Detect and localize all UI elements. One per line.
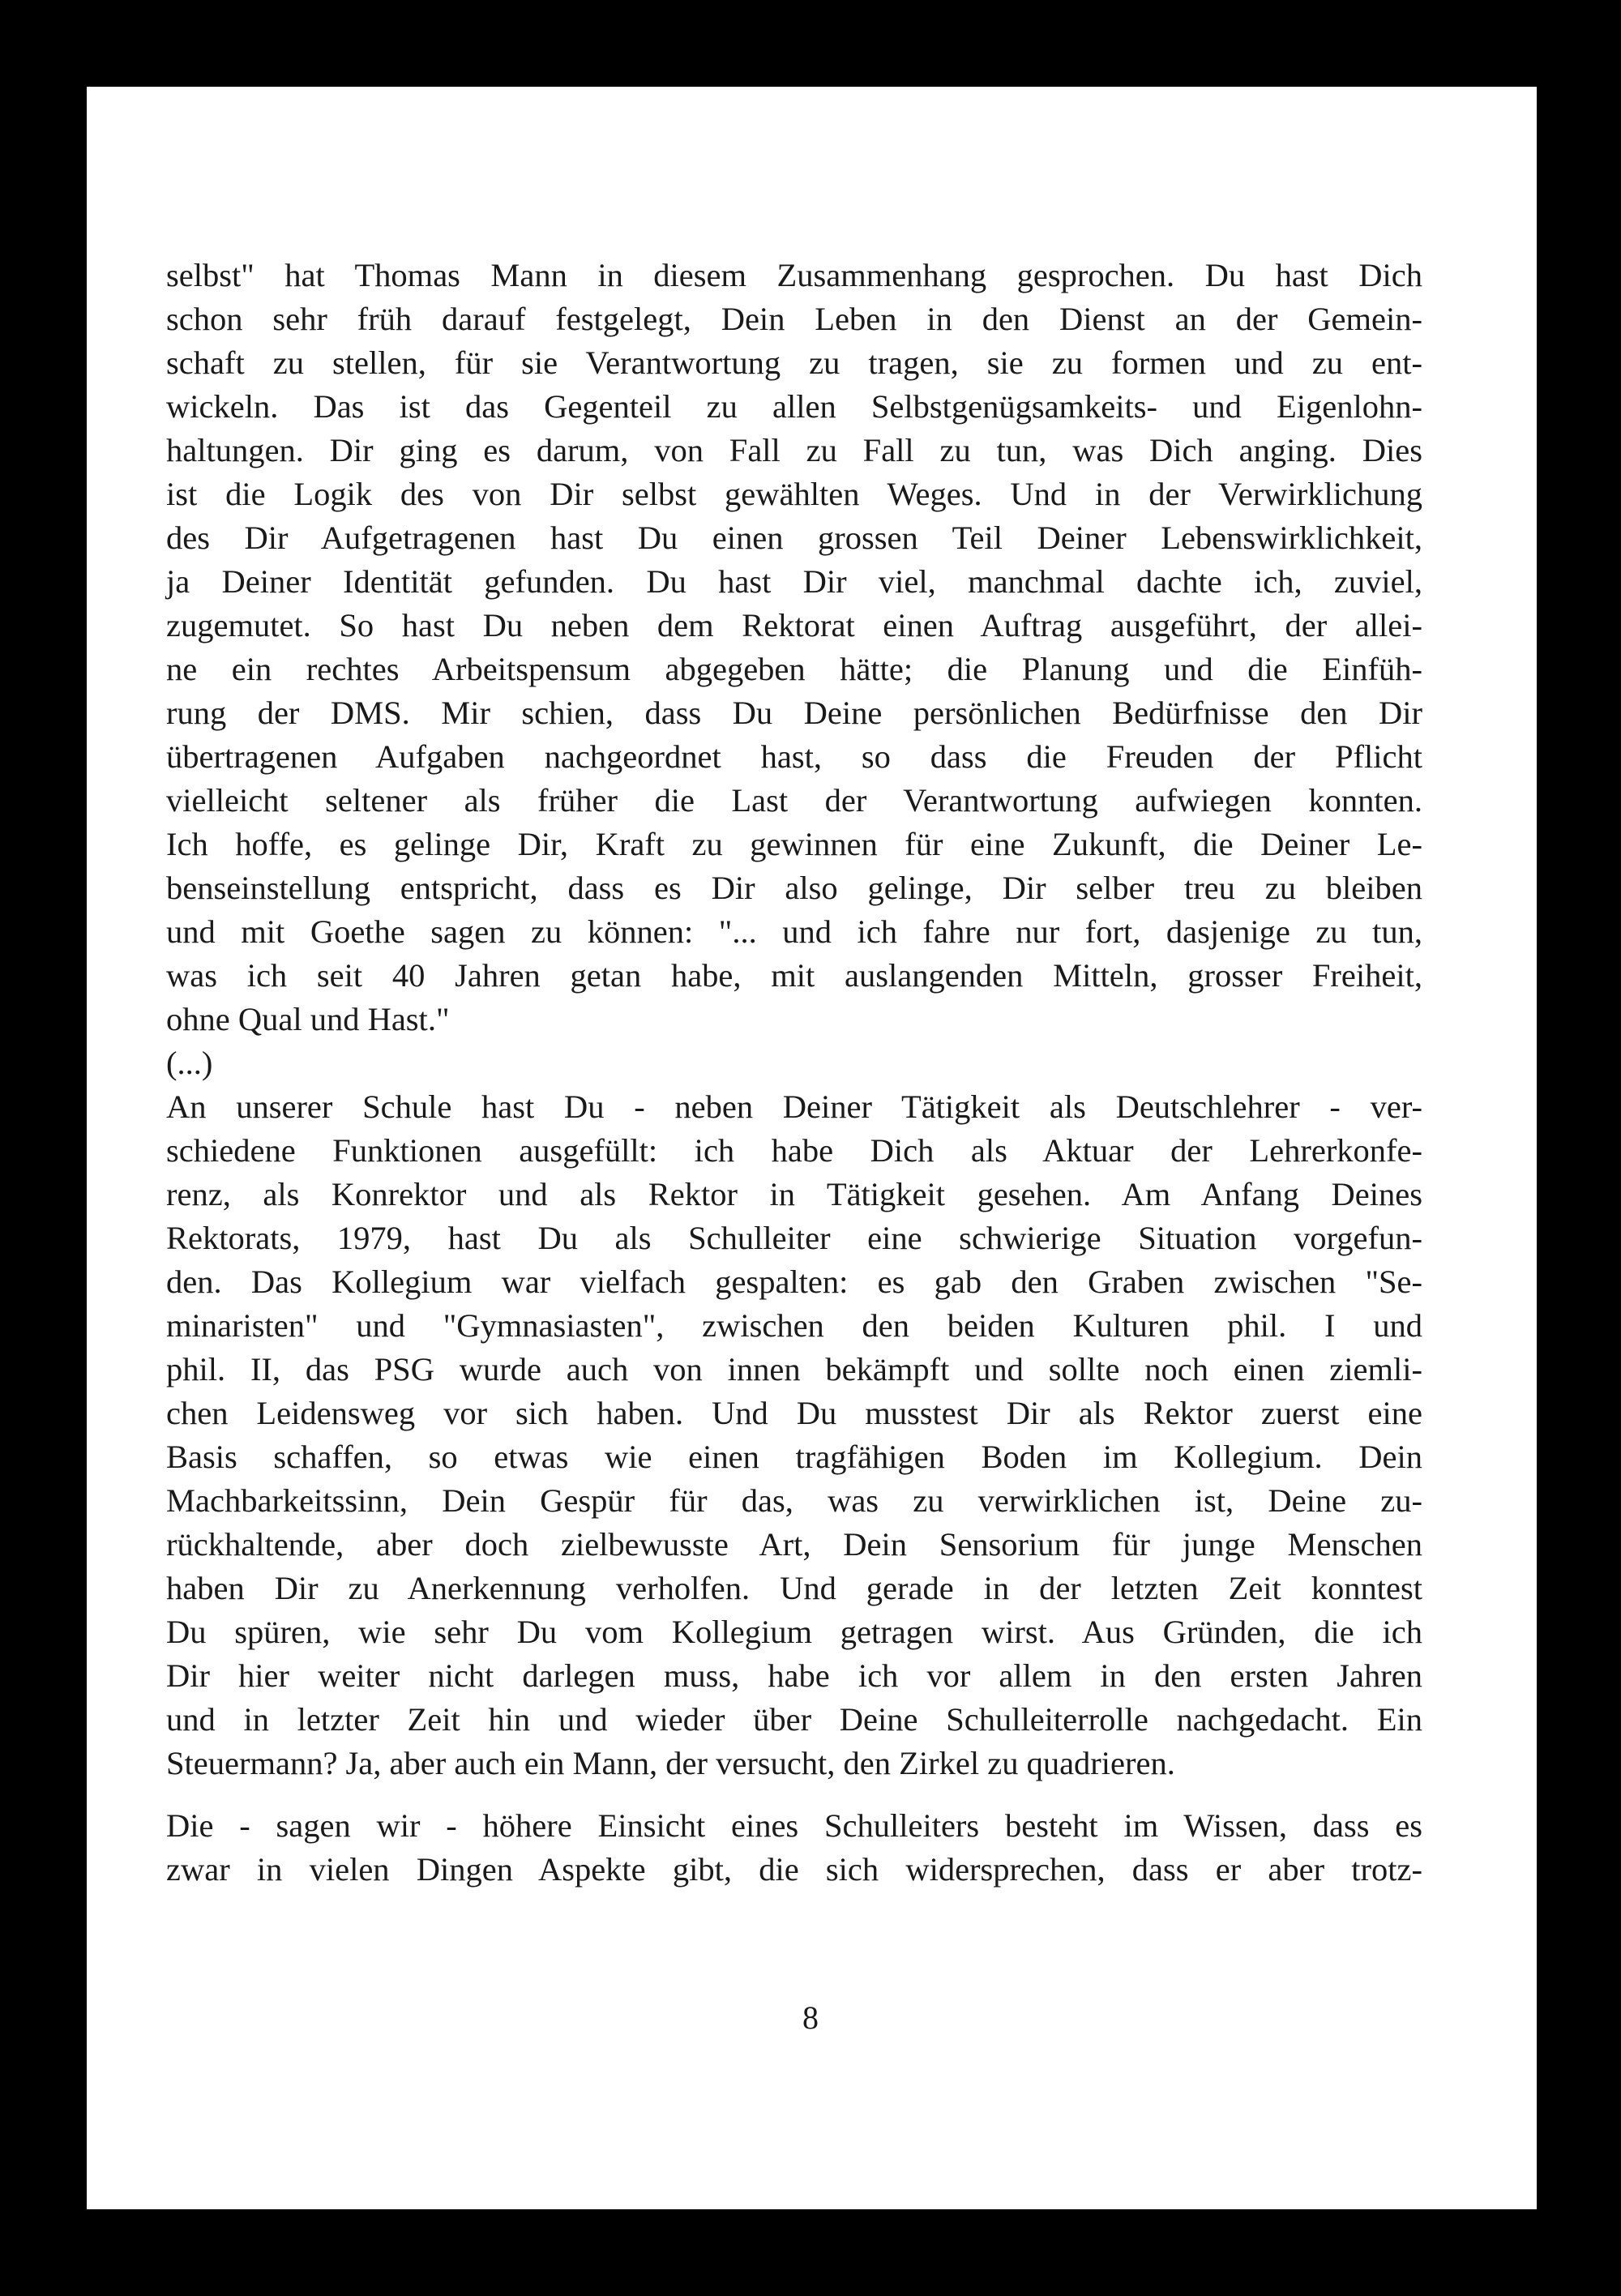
text-line: Basis schaffen, so etwas wie einen tragfähigen Boden im Kollegium. Dein [166,1439,1422,1475]
text-line: ohne Qual und Hast." [166,1001,450,1037]
text-line: benseinstellung entspricht, dass es Dir also gelinge, Dir selber treu zu bleiben [166,870,1422,906]
ellipsis-marker: (...) [166,1045,213,1081]
text-line: Rektorats, 1979, hast Du als Schulleiter eine schwierige Situation vorgefun- [166,1220,1422,1256]
text-line: und in letzter Zeit hin und wieder über Deine Schulleiterrolle nachgedacht. Ein [166,1701,1422,1738]
text-line: wickeln. Das ist das Gegenteil zu allen Selbstgenügsamkeits- und Eigenlohn- [166,388,1422,425]
paragraph-3 [166,1804,1422,1892]
text-line: schon sehr früh darauf festgelegt, Dein Leben in den Dienst an der Gemein- [166,301,1422,337]
text-line: vielleicht seltener als früher die Last der Verantwortung aufwiegen konnten. [166,782,1422,819]
text-line: An unserer Schule hast Du - neben Deiner Tätigkeit als Deutschlehrer - ver- [166,1088,1422,1125]
text-line: phil. II, das PSG wurde auch von innen bekämpft und sollte noch einen ziemli- [166,1351,1422,1387]
text-line: schaft zu stellen, für sie Verantwortung zu tragen, sie zu formen und zu ent- [166,344,1422,381]
text-line: und mit Goethe sagen zu können: "... und ich fahre nur fort, dasjenige zu tun, [166,913,1422,950]
text-line: Steuermann? Ja, aber auch ein Mann, der versucht, den Zirkel zu quadrieren. [166,1745,1175,1781]
text-line: zwar in vielen Dingen Aspekte gibt, die sich widersprechen, dass er aber trotz- [166,1851,1422,1888]
text-line: ja Deiner Identität gefunden. Du hast Dir viel, manchmal dachte ich, zuviel, [166,563,1422,600]
text-line: renz, als Konrektor und als Rektor in Tätigkeit gesehen. Am Anfang Deines [166,1176,1422,1212]
text-line: haltungen. Dir ging es darum, von Fall zu Fall zu tun, was Dich anging. Dies [166,432,1422,468]
text-line: Die - sagen wir - höhere Einsicht eines Schulleiters besteht im Wissen, dass es [166,1807,1422,1844]
text-line: haben Dir zu Anerkennung verholfen. Und gerade in der letzten Zeit konntest [166,1570,1422,1606]
text-line: Du spüren, wie sehr Du vom Kollegium getragen wirst. Aus Gründen, die ich [166,1614,1422,1650]
text-line: schiedene Funktionen ausgefüllt: ich habe Dich als Aktuar der Lehrerkonfe- [166,1132,1422,1169]
text-line: was ich seit 40 Jahren getan habe, mit auslangenden Mitteln, grosser Freiheit, [166,957,1422,994]
text-line: rung der DMS. Mir schien, dass Du Deine persönlichen Bedürfnisse den Dir [166,695,1422,731]
text-line: chen Leidensweg vor sich haben. Und Du musstest Dir als Rektor zuerst eine [166,1395,1422,1431]
paragraph-1 [166,254,1422,1085]
text-line: den. Das Kollegium war vielfach gespalten: es gab den Graben zwischen "Se- [166,1263,1422,1300]
text-line: zugemutet. So hast Du neben dem Rektorat einen Auftrag ausgeführt, der allei- [166,607,1422,643]
paragraph-2 [166,1085,1422,1785]
text-line: des Dir Aufgetragenen hast Du einen grossen Teil Deiner Lebenswirklichkeit, [166,519,1422,556]
text-line: Machbarkeitssinn, Dein Gespür für das, was zu verwirklichen ist, Deine zu- [166,1482,1422,1519]
text-line: selbst" hat Thomas Mann in diesem Zusammenhang gesprochen. Du hast Dich [166,257,1422,293]
text-line: übertragenen Aufgaben nachgeordnet hast, so dass die Freuden der Pflicht [166,738,1422,775]
text-line: rückhaltende, aber doch zielbewusste Art, Dein Sensorium für junge Menschen [166,1526,1422,1563]
page-number: 8 [802,1999,819,2036]
text-line: minaristen" und "Gymnasiasten", zwischen den beiden Kulturen phil. I und [166,1307,1422,1344]
text-line: Dir hier weiter nicht darlegen muss, habe ich vor allem in den ersten Jahren [166,1657,1422,1694]
text-line: ne ein rechtes Arbeitspensum abgegeben hätte; die Planung und die Einfüh- [166,651,1422,687]
text-line: Ich hoffe, es gelinge Dir, Kraft zu gewinnen für eine Zukunft, die Deiner Le- [166,826,1422,862]
text-line: ist die Logik des von Dir selbst gewählten Weges. Und in der Verwirklichung [166,476,1422,512]
